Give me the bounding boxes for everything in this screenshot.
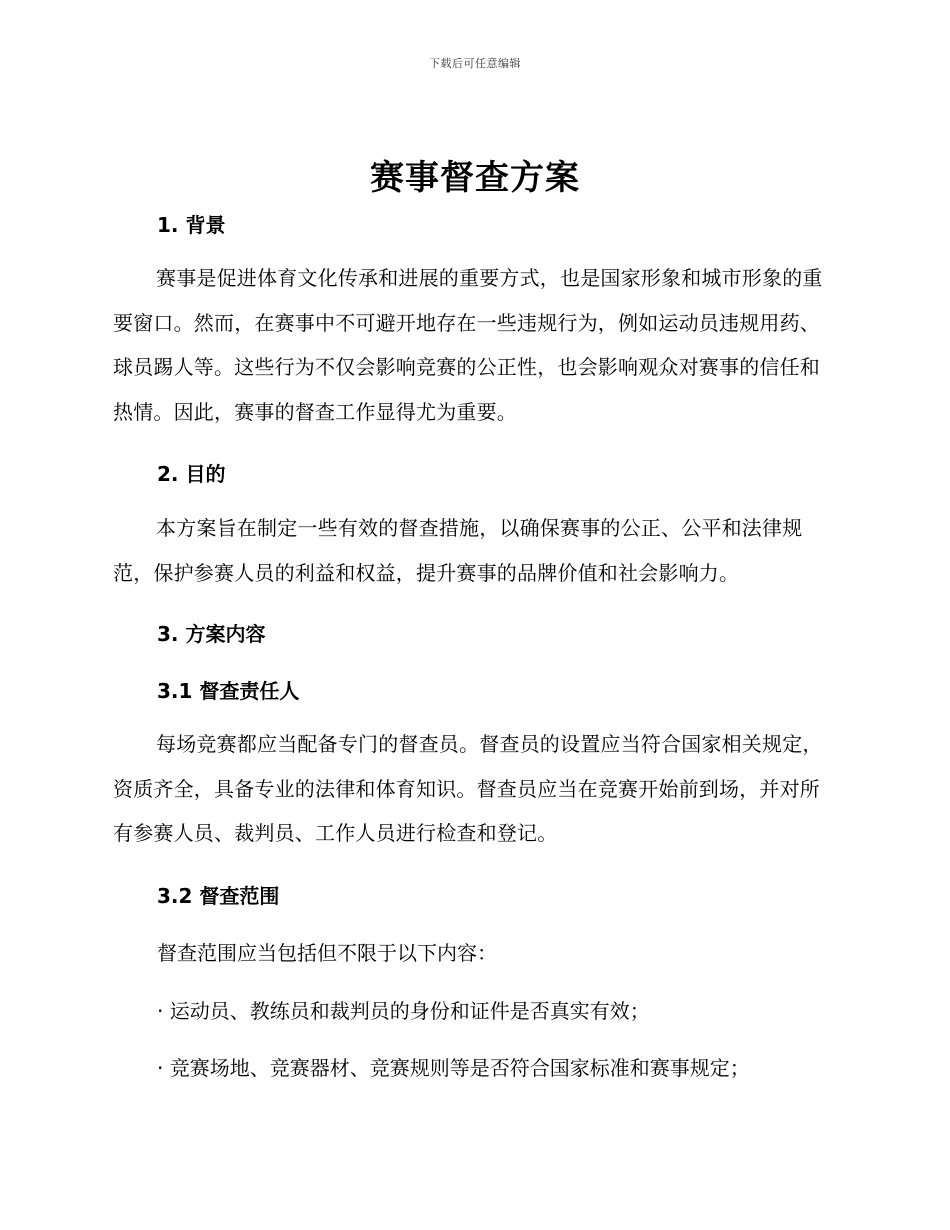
list-item: · 竞赛场地、竞赛器材、竞赛规则等是否符合国家标准和赛事规定； [157,1056,750,1080]
paragraph-purpose: 本方案旨在制定一些有效的督查措施，以确保赛事的公正、公平和法律规范，保护参赛人员的利益和权益，提升赛事的品牌价值和社会影响力。 [113,516,803,585]
document-title: 赛事督查方案 [370,158,580,198]
scope-intro: 督查范围应当包括但不限于以下内容： [157,941,497,965]
section-heading-background: 1. 背景 [157,213,226,237]
paragraph-supervisor: 每场竞赛都应当配备专门的督查员。督查员的设置应当符合国家相关规定，资质齐全，具备专业的法律和体育知识。督查员应当在竞赛开始前到场，并对所有参赛人员、裁判员、工作人员进行检查和登记。 [113,732,823,845]
paragraph-background: 赛事是促进体育文化传承和进展的重要方式，也是国家形象和城市形象的重要窗口。然而，在赛事中不可避开地存在一些违规行为，例如运动员违规用药、球员踢人等。这些行为不仅会影响竞赛的公正性，也会影响观众对赛事的信任和热情。因此，赛事的督查工作显得尤为重要。 [113,266,823,424]
subsection-heading-supervisor: 3.1 督查责任人 [157,679,300,703]
header-note: 下载后可任意编辑 [429,57,521,70]
list-item: · 运动员、教练员和裁判员的身份和证件是否真实有效； [157,999,650,1023]
section-heading-plan-content: 3. 方案内容 [157,622,266,646]
section-heading-purpose: 2. 目的 [157,462,226,486]
subsection-heading-scope: 3.2 督查范围 [157,884,280,908]
